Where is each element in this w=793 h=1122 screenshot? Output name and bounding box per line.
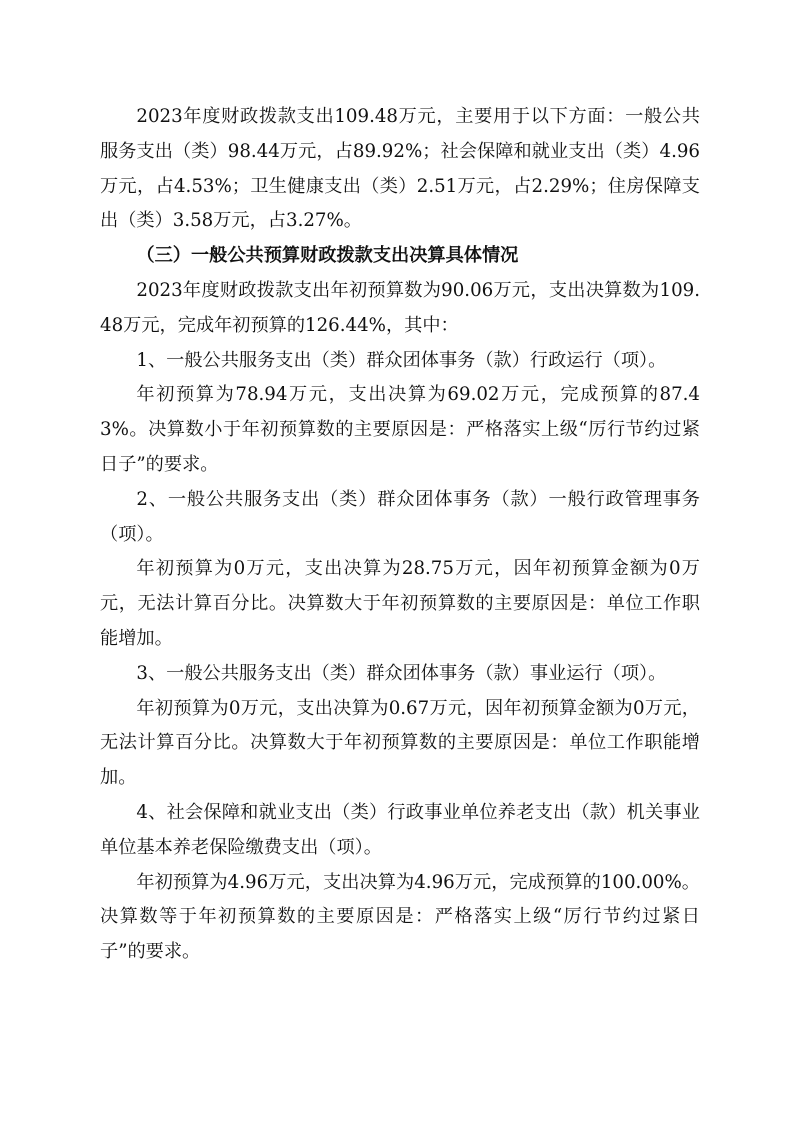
document-page (100, 100, 700, 970)
item-2-detail: 年初预算为0万元，支出决算为28.75万元，因年初预算金额为0万元，无法计算百分比。决算数大于年初预算数的主要原因是：单位工作职能增加。 (100, 558, 700, 649)
section-heading: （三）一般公共预算财政拨款支出决算具体情况 (136, 245, 519, 267)
item-4-title: 4、社会保障和就业支出（类）行政事业单位养老支出（款）机关事业单位基本养老保险缴费支出（项）。 (100, 801, 700, 858)
item-2-title: 2、一般公共服务支出（类）群众团体事务（款）一般行政管理事务（项）。 (100, 488, 700, 545)
item-1-title: 1、一般公共服务支出（类）群众团体事务（款）行政运行（项）。 (136, 349, 667, 371)
paragraph-budget-overview: 2023年度财政拨款支出年初预算数为90.06万元，支出决算数为109.48万元，完成年初预算的126.44%，其中： (100, 279, 700, 336)
item-4-detail: 年初预算为4.96万元，支出决算为4.96万元，完成预算的100.00%。决算数等于年初预算数的主要原因是：严格落实上级“厉行节约过紧日子”的要求。 (100, 871, 700, 963)
item-1-detail: 年初预算为78.94万元，支出决算为69.02万元，完成预算的87.43%。决算数小于年初预算数的主要原因是：严格落实上级“厉行节约过紧日子”的要求。 (100, 384, 700, 475)
item-3-detail: 年初预算为0万元，支出决算为0.67万元，因年初预算金额为0万元，无法计算百分比。决算数大于年初预算数的主要原因是：单位工作职能增加。 (100, 697, 700, 789)
item-3-title: 3、一般公共服务支出（类）群众团体事务（款）事业运行（项）。 (136, 662, 667, 684)
paragraph-expenditure-summary: 2023年度财政拨款支出109.48万元，主要用于以下方面：一般公共服务支出（类）98.44万元，占89.92%；社会保障和就业支出（类）4.96万元，占4.53%；卫生健康支出（类）2.51万元，占2.29%；住房保障支出（类）3.58万元，占3.27%。 (100, 106, 700, 232)
